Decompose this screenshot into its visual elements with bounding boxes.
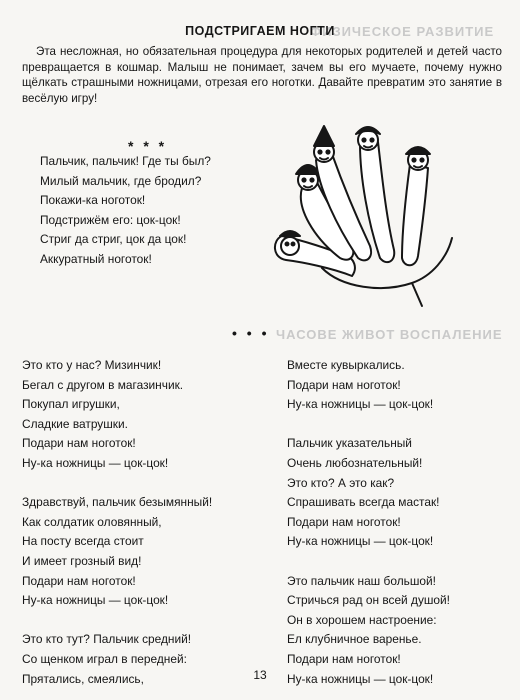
verse-line: Это кто? А это как? [287, 475, 395, 490]
verse-line: Ел клубничное варенье. [287, 632, 422, 647]
verse-line: Ну-ка ножницы — цок-цок! [287, 534, 434, 549]
page-title: ПОДСТРИГАЕМ НОГТИ [185, 24, 335, 38]
verse-line: Ну-ка ножницы — цок-цок! [22, 455, 169, 470]
verse-line: Здравствуй, пальчик безымянный! [22, 495, 213, 510]
separator-dots: • • • [232, 325, 270, 341]
verse-line: Сладкие ватрушки. [22, 416, 128, 431]
verse-line: Очень любознательный! [287, 455, 423, 470]
verse-line: Ну-ка ножницы — цок-цок! [287, 671, 434, 686]
verse-line: Вместе кувыркались. [287, 358, 405, 372]
verse-line: Это кто у нас? Мизинчик! [22, 358, 162, 372]
verse-line: Аккуратный ноготок! [40, 251, 152, 266]
verse-line: Подстрижём его: цок-цок! [40, 212, 181, 227]
stanza-first [40, 152, 211, 270]
separator-stars: * * * [128, 138, 168, 154]
verse-line: Ну-ка ножницы — цок-цок! [22, 593, 169, 608]
bleed-through-text: ЧАСОВЕ ЖИВОТ ВОСПАЛЕНИЕ [276, 327, 503, 342]
page-number: 13 [253, 668, 267, 682]
poem-left-column [22, 356, 212, 689]
verse-line: Подари нам ноготок! [287, 651, 401, 666]
verse-line: На посту всегда стоит [22, 534, 144, 549]
bleed-through-text: ФИЗИЧЕСКОЕ РАЗВИТИЕ [310, 24, 495, 39]
stanza-gap [22, 611, 212, 631]
verse-line: Милый мальчик, где бродил? [40, 173, 202, 188]
verse-line: Он в хорошем настроение: [287, 612, 437, 627]
verse-line: Пальчик, пальчик! Где ты был? [40, 154, 211, 168]
verse-line: Это пальчик наш большой! [287, 573, 436, 588]
verse-line: Подари нам ноготок! [22, 436, 136, 451]
stanza-gap [287, 552, 450, 572]
verse-line: Подари нам ноготок! [22, 573, 136, 588]
verse-line: Это кто тут? Пальчик средний! [22, 632, 192, 647]
verse-line: Стричься рад он всей душой! [287, 593, 450, 608]
verse-line: Покажи-ка ноготок! [40, 193, 146, 208]
verse-line: Со щенком играл в передней: [22, 651, 187, 666]
verse-line: Как солдатик оловянный, [22, 514, 162, 529]
verse-line: Ну-ка ножницы — цок-цок! [287, 397, 434, 412]
stanza-gap [22, 474, 212, 494]
verse-line: Спрашивать всегда мастак! [287, 495, 440, 510]
finger-puppets-illustration [262, 118, 462, 308]
verse-line: Стриг да стриг, цок да цок! [40, 232, 187, 247]
verse-line: Бегал с другом в магазинчик. [22, 377, 184, 392]
verse-line: И имеет грозный вид! [22, 553, 142, 568]
stanza-gap [287, 415, 450, 435]
poem-right-column [287, 356, 450, 689]
intro-paragraph: Эта несложная, но обязательная процедура для некоторых родителей и детей часто превращается в кошмар. Малыш не понимает, зачем вы его мучаете, почему нужно щёлкать страшными ножницами, отрезая его ноготки. Давайте превратим это занятие в весёлую игру! [22, 45, 502, 105]
verse-line: Подари нам ноготок! [287, 377, 401, 392]
verse-line: Подари нам ноготок! [287, 514, 401, 529]
verse-line: Прятались, смеялись, [22, 671, 144, 686]
verse-line: Пальчик указательный [287, 436, 412, 451]
verse-line: Покупал игрушки, [22, 397, 120, 412]
